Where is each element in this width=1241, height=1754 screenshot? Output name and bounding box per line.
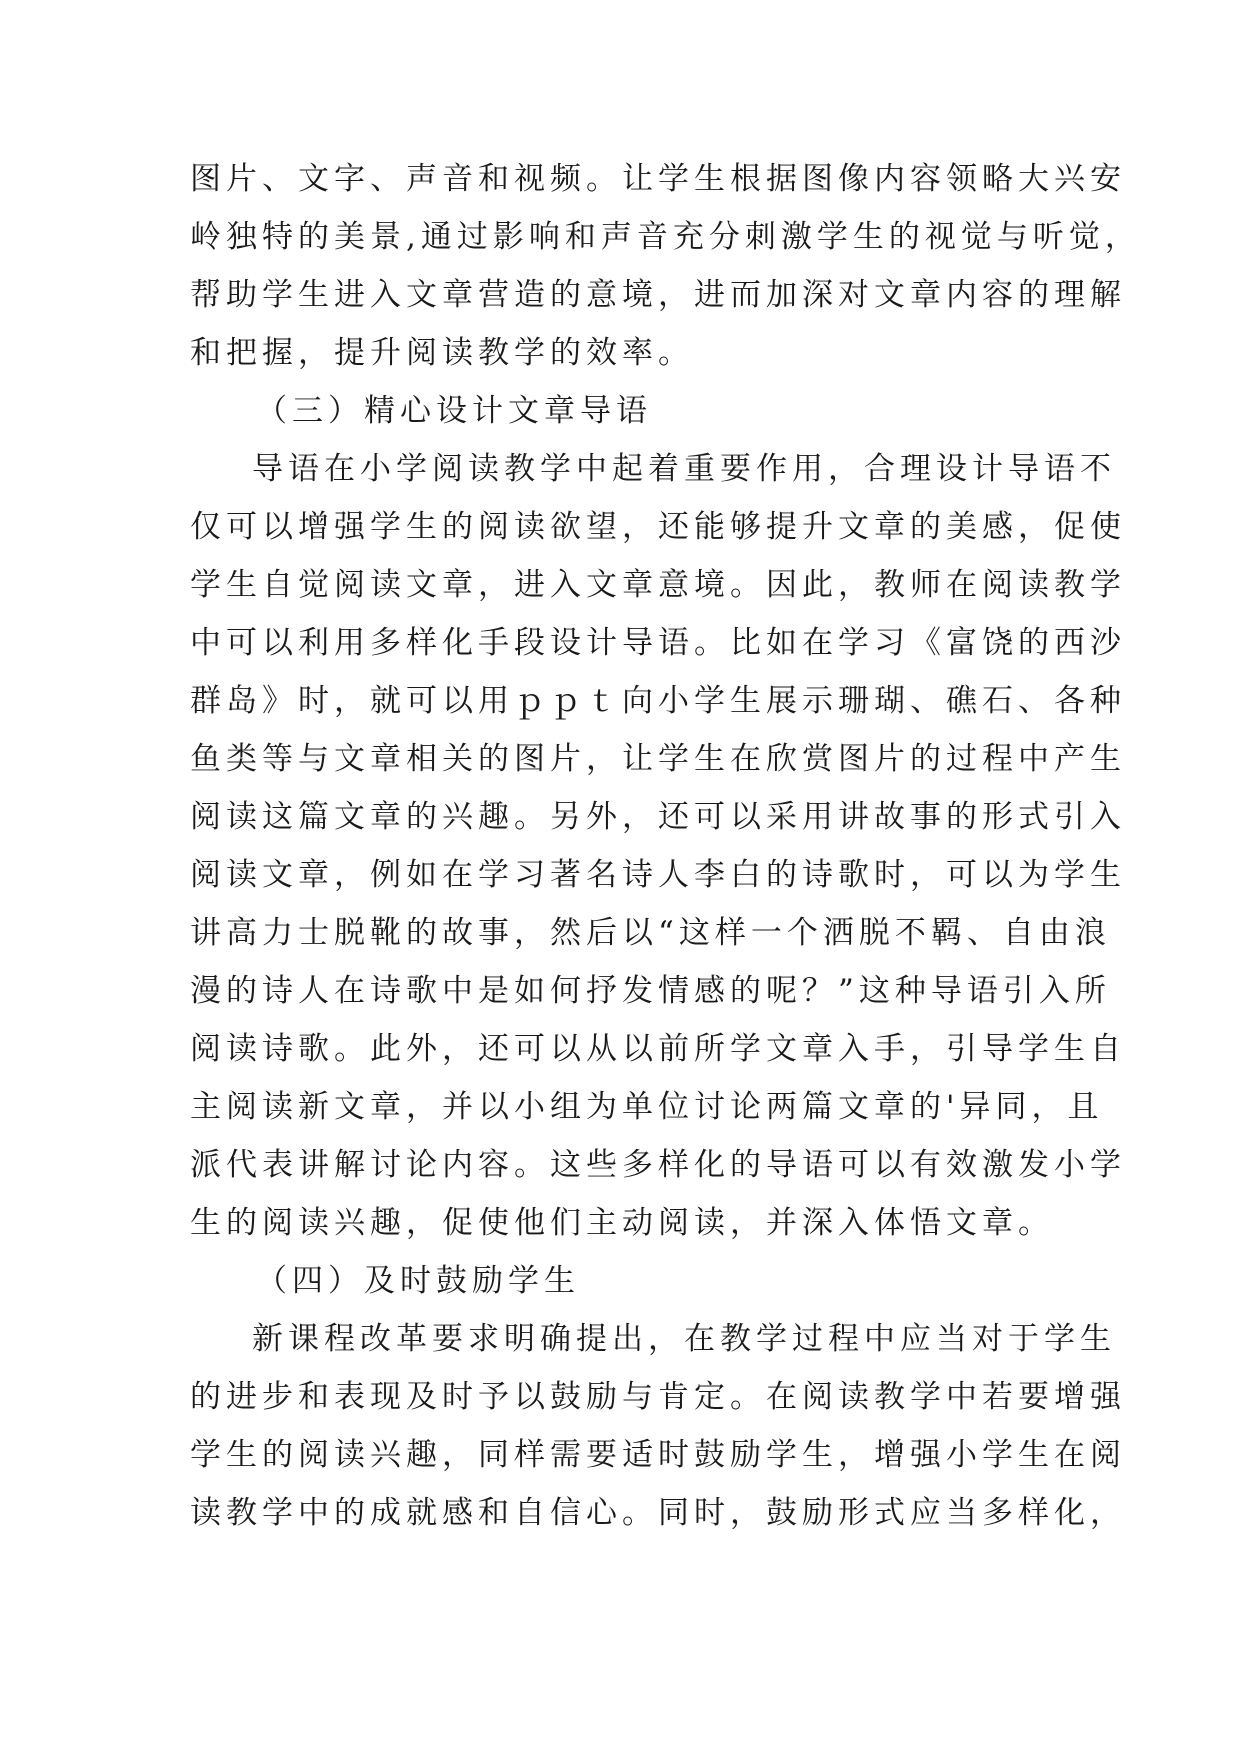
text-line: 的进步和表现及时予以鼓励与肯定。在阅读教学中若要增强	[190, 1379, 1126, 1415]
text-line: 阅读诗歌。此外，还可以从以前所学文章入手，引导学生自	[190, 1031, 1126, 1067]
text-line: 主阅读新文章，并以小组为单位讨论两篇文章的'异同，且	[190, 1089, 1104, 1125]
text-line: 讲高力士脱靴的故事，然后以“这样一个洒脱不羁、自由浪	[190, 915, 1111, 951]
text-line: 图片、文字、声音和视频。让学生根据图像内容领略大兴安	[190, 161, 1126, 197]
text-line: 仅可以增强学生的阅读欲望，还能够提升文章的美感，促使	[190, 509, 1126, 545]
text-line: 阅读文章，例如在学习著名诗人李白的诗歌时，可以为学生	[190, 857, 1126, 893]
text-line: 读教学中的成就感和自信心。同时，鼓励形式应当多样化，	[190, 1495, 1126, 1531]
text-line: 岭独特的美景,通过影响和声音充分刺激学生的视觉与听觉，	[190, 219, 1141, 255]
section-heading: （四）及时鼓励学生	[256, 1263, 580, 1299]
body-text	[190, 150, 1141, 1542]
text-line: 和把握，提升阅读教学的效率。	[190, 335, 694, 371]
text-line: 中可以利用多样化手段设计导语。比如在学习《富饶的西沙	[190, 625, 1126, 661]
text-line: 阅读这篇文章的兴趣。另外，还可以采用讲故事的形式引入	[190, 799, 1126, 835]
text-line: 漫的诗人在诗歌中是如何抒发情感的呢？”这种导语引入所	[190, 973, 1111, 1009]
text-line: 派代表讲解讨论内容。这些多样化的导语可以有效激发小学	[190, 1147, 1126, 1183]
text-line: 帮助学生进入文章营造的意境，进而加深对文章内容的理解	[190, 277, 1126, 313]
text-line: 学生的阅读兴趣，同样需要适时鼓励学生，增强小学生在阅	[190, 1437, 1126, 1473]
paragraph-first-line: 导语在小学阅读教学中起着重要作用，合理设计导语不	[252, 451, 1116, 487]
paragraph-first-line: 新课程改革要求明确提出，在教学过程中应当对于学生	[252, 1321, 1116, 1357]
section-heading: （三）精心设计文章导语	[256, 393, 652, 429]
text-line: 学生自觉阅读文章，进入文章意境。因此，教师在阅读教学	[190, 567, 1126, 603]
text-line: 群岛》时，就可以用ｐｐｔ向小学生展示珊瑚、礁石、各种	[190, 683, 1126, 719]
text-line: 生的阅读兴趣，促使他们主动阅读，并深入体悟文章。	[190, 1205, 1054, 1241]
text-line: 鱼类等与文章相关的图片，让学生在欣赏图片的过程中产生	[190, 741, 1126, 777]
